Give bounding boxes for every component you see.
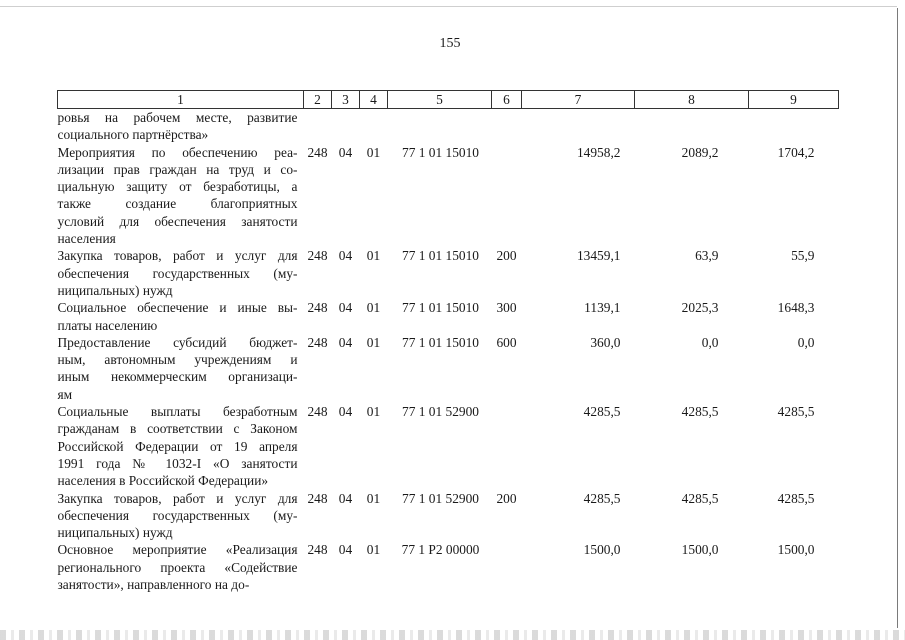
row-name-line: Основное мероприятие «Реализация xyxy=(57,542,298,558)
row-name-line: Закупка товаров, работ и услуг для xyxy=(57,248,298,264)
page-number: 155 xyxy=(439,36,461,51)
row-name-line: Социальное обеспечение и иные вы- xyxy=(57,300,298,316)
row-name-line: Мероприятия по обеспечению реа- xyxy=(57,144,298,160)
scan-bottom-edge xyxy=(0,630,905,640)
row-name-cell xyxy=(58,403,304,489)
subsection-code-cell: 01 xyxy=(366,542,381,558)
row-name-line: ям xyxy=(57,386,73,402)
expense-type-cell: 200 xyxy=(496,490,517,506)
row-name-line: Социальные выплаты безработным xyxy=(57,404,298,420)
target-article-cell: 77 1 01 15010 xyxy=(402,300,479,316)
expense-type-cell xyxy=(492,109,522,144)
target-article-cell: 77 1 01 52900 xyxy=(402,404,479,420)
table-row xyxy=(58,299,839,334)
row-name-cell xyxy=(58,144,304,248)
section-code-cell: 04 xyxy=(338,404,353,420)
expense-type-cell: 600 xyxy=(496,334,517,350)
amount-col9-cell: 55,9 xyxy=(791,248,815,264)
row-name-line: циальную защиту от безработицы, а xyxy=(57,179,298,195)
row-name-cell xyxy=(58,299,304,334)
budget-table xyxy=(57,90,839,593)
amount-col9-cell: 1704,2 xyxy=(777,144,815,160)
amount-col8-cell: 4285,5 xyxy=(681,490,719,506)
amount-col7-cell: 4285,5 xyxy=(583,490,621,506)
ministry-code-cell: 248 xyxy=(307,542,328,558)
header-col-7: 7 xyxy=(522,91,635,109)
amount-col8-cell: 1500,0 xyxy=(681,542,719,558)
amount-col9-cell xyxy=(749,109,839,144)
row-name-line: также создание благоприятных xyxy=(57,196,298,212)
target-article-cell: 77 1 01 15010 xyxy=(402,334,479,350)
target-article-cell: 77 1 01 15010 xyxy=(402,248,479,264)
header-col-4: 4 xyxy=(360,91,388,109)
header-col-3: 3 xyxy=(332,91,360,109)
row-name-line: ниципальных) нужд xyxy=(57,282,173,298)
row-name-line: платы населению xyxy=(57,317,158,333)
row-name-line: занятости», направленного на до- xyxy=(57,577,250,593)
section-code-cell: 04 xyxy=(338,542,353,558)
row-name-line: условий для обеспечения занятости xyxy=(57,213,298,229)
expense-type-cell xyxy=(492,144,522,248)
table-row xyxy=(58,247,839,299)
header-col-5: 5 xyxy=(388,91,492,109)
row-name-line: обеспечения государственных (му- xyxy=(57,507,298,523)
amount-col7-cell: 360,0 xyxy=(590,334,621,350)
amount-col7-cell xyxy=(522,109,635,144)
subsection-code-cell xyxy=(360,109,388,144)
target-article-cell: 77 1 01 52900 xyxy=(402,490,479,506)
amount-col9-cell: 4285,5 xyxy=(777,404,815,420)
subsection-code-cell: 01 xyxy=(366,300,381,316)
header-col-9: 9 xyxy=(749,91,839,109)
header-col-1: 1 xyxy=(58,91,304,109)
row-name-line: обеспечения государственных (му- xyxy=(57,265,298,281)
amount-col8-cell: 63,9 xyxy=(695,248,719,264)
amount-col8-cell: 4285,5 xyxy=(681,404,719,420)
row-name-line: социального партнёрства» xyxy=(57,127,209,143)
target-article-cell: 77 1 P2 00000 xyxy=(401,542,480,558)
row-name-cell xyxy=(58,109,304,144)
amount-col9-cell: 0,0 xyxy=(797,334,815,350)
amount-col7-cell: 4285,5 xyxy=(583,404,621,420)
subsection-code-cell: 01 xyxy=(366,490,381,506)
row-name-line: ным, автономным учреждениям и xyxy=(57,352,298,368)
section-code-cell: 04 xyxy=(338,490,353,506)
row-name-line: гражданам в соответствии с Законом xyxy=(57,421,298,437)
row-name-cell xyxy=(58,541,304,593)
target-article-cell: 77 1 01 15010 xyxy=(402,144,479,160)
scan-top-edge xyxy=(0,6,897,7)
amount-col9-cell: 1648,3 xyxy=(777,300,815,316)
header-row xyxy=(58,91,839,109)
amount-col8-cell: 2089,2 xyxy=(681,144,719,160)
table-row xyxy=(58,541,839,593)
row-name-line: лизации прав граждан на труд и со- xyxy=(57,161,298,177)
amount-col7-cell: 1139,1 xyxy=(584,300,621,316)
row-name-line: ровья на рабочем месте, развитие xyxy=(57,110,298,125)
row-name-line: Закупка товаров, работ и услуг для xyxy=(57,490,298,506)
amount-col7-cell: 1500,0 xyxy=(583,542,621,558)
row-name-line: регионального проекта «Содействие xyxy=(57,559,298,575)
expense-type-cell: 200 xyxy=(496,248,517,264)
row-name-line: населения в Российской Федерации» xyxy=(57,473,269,489)
ministry-code-cell: 248 xyxy=(307,490,328,506)
row-name-cell xyxy=(58,334,304,403)
amount-col8-cell: 2025,3 xyxy=(681,300,719,316)
scan-right-edge xyxy=(897,8,898,628)
amount-col9-cell: 1500,0 xyxy=(777,542,815,558)
ministry-code-cell: 248 xyxy=(307,300,328,316)
row-name-line: населения xyxy=(57,231,116,247)
expense-type-cell xyxy=(492,403,522,489)
amount-col9-cell: 4285,5 xyxy=(777,490,815,506)
subsection-code-cell: 01 xyxy=(366,248,381,264)
header-col-8: 8 xyxy=(635,91,749,109)
ministry-code-cell: 248 xyxy=(307,404,328,420)
ministry-code-cell: 248 xyxy=(307,334,328,350)
section-code-cell: 04 xyxy=(338,248,353,264)
ministry-code-cell: 248 xyxy=(307,248,328,264)
section-code-cell xyxy=(332,109,360,144)
ministry-code-cell: 248 xyxy=(307,144,328,160)
row-name-line: Предоставление субсидий бюджет- xyxy=(57,334,298,350)
section-code-cell: 04 xyxy=(338,144,353,160)
row-name-cell xyxy=(58,490,304,542)
row-name-line: иным некоммерческим организаци- xyxy=(57,369,298,385)
row-name-line: 1991 года № 1032-I «О занятости xyxy=(57,455,298,471)
table-row xyxy=(58,109,839,144)
amount-col8-cell xyxy=(635,109,749,144)
target-article-cell xyxy=(388,109,492,144)
subsection-code-cell: 01 xyxy=(366,404,381,420)
header-col-6: 6 xyxy=(492,91,522,109)
subsection-code-cell: 01 xyxy=(366,144,381,160)
subsection-code-cell: 01 xyxy=(366,334,381,350)
expense-type-cell: 300 xyxy=(496,300,517,316)
row-name-cell xyxy=(58,247,304,299)
section-code-cell: 04 xyxy=(338,300,353,316)
table-body xyxy=(58,109,839,594)
section-code-cell: 04 xyxy=(338,334,353,350)
amount-col7-cell: 13459,1 xyxy=(576,248,621,264)
amount-col7-cell: 14958,2 xyxy=(576,144,621,160)
row-name-line: Российской Федерации от 19 апреля xyxy=(57,438,298,454)
expense-type-cell xyxy=(492,541,522,593)
row-name-line: ниципальных) нужд xyxy=(57,525,173,541)
table-row xyxy=(58,403,839,489)
table-row xyxy=(58,490,839,542)
ministry-code-cell xyxy=(304,109,332,144)
header-col-2: 2 xyxy=(304,91,332,109)
table-row xyxy=(58,334,839,403)
table-row xyxy=(58,144,839,248)
amount-col8-cell: 0,0 xyxy=(701,334,719,350)
